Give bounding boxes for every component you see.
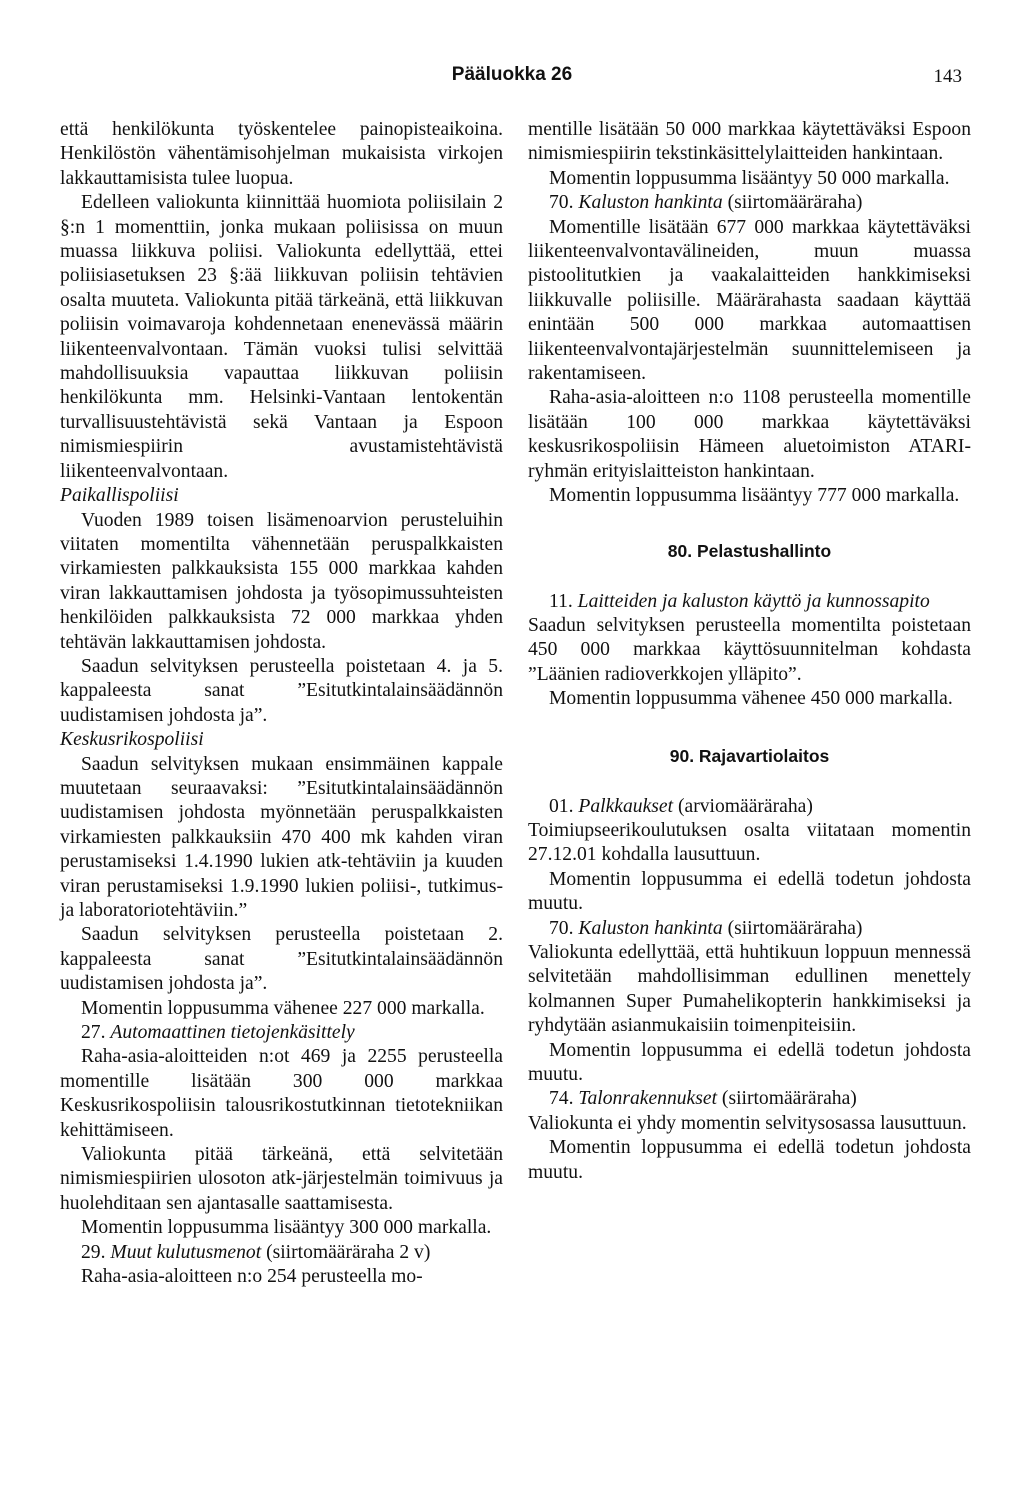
item-number: 01. — [549, 795, 574, 817]
item-heading-70 — [528, 191, 971, 215]
paragraph: Momentin loppusumma ei edellä todetun johdosta muutu. — [528, 1137, 971, 1183]
paragraph: Saadun selvityksen perusteella poistetaan 4. ja 5. kappaleesta sanat ”Esitutkintalainsäädännön uudistamisen johdosta ja”. — [60, 655, 503, 726]
section-title-80: 80. Pelastushallinto — [667, 540, 832, 561]
paragraph: Momentin loppusumma ei edellä todetun johdosta muutu. — [528, 868, 971, 915]
paragraph: mentille lisätään 50 000 markkaa käytettäväksi Espoon nimismiespiirin tekstinkäsittelylaitteiden hankintaan. — [528, 119, 971, 165]
item-heading-27 — [60, 1021, 503, 1045]
item-type: (siirtomääräraha) — [727, 917, 863, 939]
paragraph: Valiokunta pitää tärkeänä, että selvitetään nimismiespiirien ulosoton atk-järjestelmän toimivuus ja huolehditaan sen ajantasalle saattamisesta. — [60, 1144, 503, 1214]
item-heading-74 — [528, 1087, 971, 1111]
item-number: 70. — [549, 192, 574, 214]
item-title: Muut kulutusmenot — [110, 1241, 262, 1263]
subheading-keskusrikospoliisi: Keskusrikospoliisi — [60, 729, 204, 751]
paragraph: Saadun selvityksen mukaan ensimmäinen kappale muutetaan seuraavaksi: ”Esitutkintalainsäädännön uudistamisen johdosta myönnetään peruspalkkaisten virkamiesten palkkauksiin 470 400 mk kahden viran perustamiseksi 1.4.1990 lukien atk-tehtäviin ja kuuden viran perustamiseksi 1.9.1990 lukien poliisi-, tutkimus- ja laboratoriotehtäviin.” — [60, 753, 503, 921]
section-title-90: 90. Rajavartiolaitos — [669, 745, 830, 766]
item-heading-01 — [528, 795, 971, 819]
paragraph: Momentin loppusumma ei edellä todetun johdosta muutu. — [528, 1039, 971, 1085]
page-number: 143 — [933, 66, 962, 87]
item-title: Laitteiden ja kaluston käyttö ja kunnossapito — [577, 590, 930, 612]
paragraph: Momentin loppusumma vähenee 227 000 markalla. — [81, 997, 485, 1019]
item-type: (siirtomääräraha 2 v) — [266, 1241, 431, 1263]
paragraph: Raha-asia-aloitteen n:o 254 perusteella mo- — [81, 1266, 423, 1288]
item-title: Palkkaukset — [578, 795, 674, 817]
paragraph: Momentin loppusumma lisääntyy 300 000 markalla. — [81, 1217, 492, 1239]
item-heading-29 — [60, 1241, 503, 1265]
paragraph: Valiokunta ei yhdy momentin selvitysosassa lausuttuun. — [528, 1112, 967, 1134]
paragraph: Valiokunta edellyttää, että huhtikuun loppuun mennessä selvitetään mahdollisimman edullinen menettely kolmannen Super Pumahelikopterin hankkimiseksi ja ryhdytään asianmukaisiin toimenpiteisiin. — [528, 941, 971, 1037]
paragraph: Saadun selvityksen perusteella poistetaan 2. kappaleesta sanat ”Esitutkintalainsäädännön uudistamisen johdosta ja”. — [60, 924, 503, 995]
paragraph: Raha-asia-aloitteiden n:ot 469 ja 2255 perusteella momentille lisätään 300 000 markkaa Keskusrikospoliisin talousrikostutkinnan tietotekniikan kehittämiseen. — [60, 1046, 503, 1141]
paragraph: Momentin loppusumma lisääntyy 777 000 markalla. — [549, 485, 960, 507]
subheading-paikallispoliisi: Paikallispoliisi — [60, 485, 179, 507]
paragraph: Momentin loppusumma vähenee 450 000 markalla. — [549, 688, 953, 710]
item-heading-11 — [528, 590, 971, 614]
paragraph: että henkilökunta työskentelee painopisteaikoina. Henkilöstön vähentämisohjelman mukaisista virkojen lakkauttamisista tulee luopua. — [60, 119, 503, 189]
item-type: (siirtomääräraha) — [721, 1088, 857, 1110]
item-number: 27. — [81, 1022, 106, 1044]
page-header-title: Pääluokka 26 — [451, 64, 573, 85]
item-title: Automaattinen tietojenkäsittely — [110, 1022, 355, 1044]
item-number: 29. — [81, 1241, 106, 1263]
item-number: 11. — [549, 590, 573, 612]
paragraph: Momentin loppusumma lisääntyy 50 000 markalla. — [549, 167, 950, 189]
item-title: Kaluston hankinta — [578, 917, 723, 939]
item-number: 70. — [549, 917, 574, 939]
item-title: Kaluston hankinta — [578, 192, 723, 214]
item-number: 74. — [549, 1088, 574, 1110]
left-column — [60, 118, 503, 1290]
paragraph: Vuoden 1989 toisen lisämenoarvion perusteluihin viitaten momentilta vähennetään peruspalkkaisten virkamiesten palkkauksista 155 000 markkaa kahden viran lakkauttamisen johdosta ja työsopimussuhteisten henkilöiden palkkauksista 72 000 markkaa yhden tehtävän lakkauttamisen johdosta. — [60, 509, 503, 653]
right-column — [528, 118, 971, 1185]
paragraph: Toimiupseerikoulutuksen osalta viitataan momentin 27.12.01 kohdalla lausuttuun. — [528, 819, 971, 866]
item-title: Talonrakennukset — [578, 1088, 718, 1110]
item-type: (siirtomääräraha) — [727, 192, 863, 214]
paragraph: Saadun selvityksen perusteella momentilta poistetaan 450 000 markkaa käyttösuunnitelman kohdasta ”Läänien radioverkkojen ylläpito”. — [528, 614, 971, 685]
item-heading-70b — [528, 917, 971, 941]
paragraph: Edelleen valiokunta kiinnittää huomiota poliisilain 2 §:n 1 momenttiin, jonka mukaan poliisissa on muun muassa liikkuva poliisi. Valiokunta edellyttää, ettei poliisiasetuksen 23 §:ää liikkuvan poliisin tehtävien osalta muuteta. Valiokunta pitää tärkeänä, että liikkuvan poliisin voimavaroja kohdennetaan enenevässä määrin liikenteenvalvontaan. Tämän vuoksi tulisi selvittää mahdollisuuksia vapauttaa liikkuvan poliisin henkilökunta mm. Helsinki-Vantaan lentokentän turvallisuustehtävistä sekä Vantaan ja Espoon nimismiespiirin avustamistehtävistä liikenteenvalvontaan. — [60, 192, 503, 482]
paragraph: Raha-asia-aloitteen n:o 1108 perusteella momentille lisätään 100 000 markkaa käytettäväksi keskusrikospoliisin Hämeen aluetoimiston ATARI-ryhmän erityislaitteiston hankintaan. — [528, 387, 971, 482]
paragraph: Momentille lisätään 677 000 markkaa käytettäväksi liikenteenvalvontavälineiden, muun muassa pistoolitutkien ja vaakalaitteiden hankkimiseksi liikkuvalle poliisille. Määrärahasta saadaan käyttää enintään 500 000 markkaa automaattisen liikenteenvalvontajärjestelmän suunnittelemiseen ja rakentamiseen. — [528, 216, 971, 385]
item-type: (arviomääräraha) — [677, 795, 813, 817]
